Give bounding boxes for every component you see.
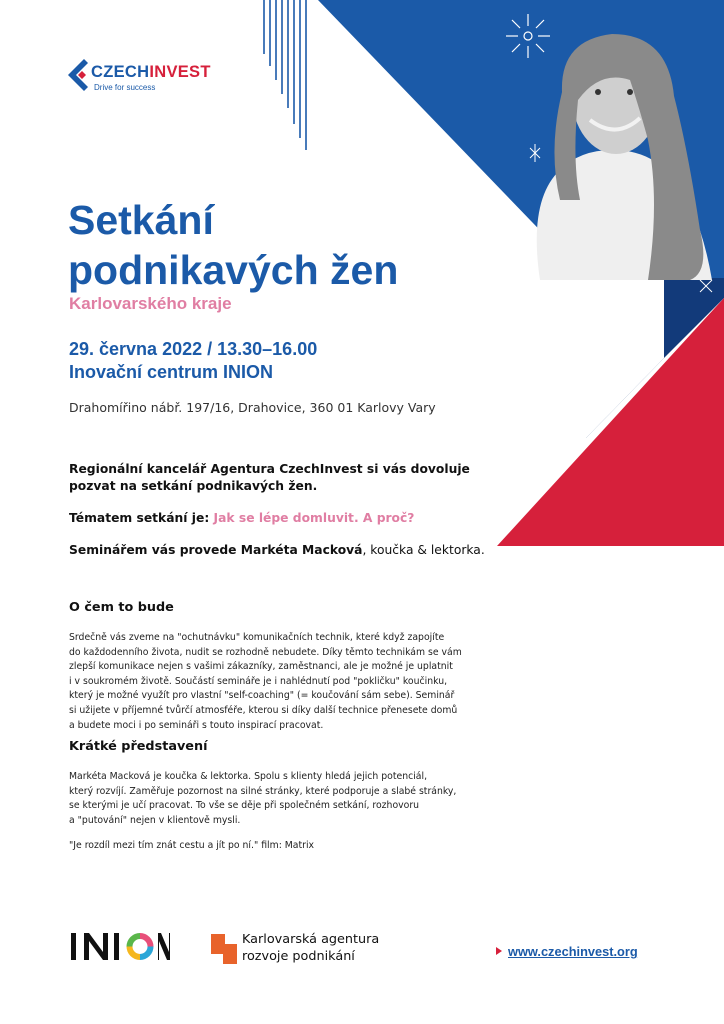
lecturer-role: , koučka & lektorka. <box>362 543 485 557</box>
event-datetime: 29. června 2022 / 13.30–16.00 <box>69 339 318 359</box>
event-title-line1: Setkání <box>68 197 214 243</box>
paragraph-line: který rozvíjí. Zaměřuje pozornost na silné stránky, které podporuje a slabé stránky, <box>69 785 457 797</box>
about-heading: O čem to bude <box>69 600 174 615</box>
event-title-line2: podnikavých žen <box>68 247 399 293</box>
czechinvest-logo <box>68 59 228 97</box>
about-paragraph <box>69 631 462 733</box>
karlovarska-agentura-logo <box>211 932 411 968</box>
paragraph-line: Markéta Macková je koučka & lektorka. Spolu s klienty hledá jejich potenciál, <box>69 771 428 782</box>
paragraph-line: a budete moci i po semináři s touto inspirací pracovat. <box>69 719 324 731</box>
topic-label: Tématem setkání je: <box>69 511 210 525</box>
agency-name <box>242 932 379 965</box>
invitation-line: Regionální kancelář Agentura CzechInvest si vás dovoluje <box>69 462 470 476</box>
paragraph-line: i v soukromém životě. Součástí semináře je i nahlédnutí pod "pokličku" koučinku, <box>69 675 448 687</box>
event-place: Inovační centrum INION <box>69 362 274 382</box>
inion-logo <box>70 930 170 964</box>
paragraph-line: a "putování" nejen v klientově mysli. <box>69 814 241 826</box>
website-link[interactable]: www.czechinvest.org <box>508 944 638 959</box>
arrow-right-icon <box>496 947 502 955</box>
logo-tagline: Drive for success <box>94 83 156 92</box>
vertical-lines-decoration <box>264 0 306 150</box>
agency-name-line2: rozvoje podnikání <box>242 948 355 964</box>
event-address: Drahomířino nábř. 197/16, Drahovice, 360 01 Karlovy Vary <box>69 400 436 415</box>
paragraph-line: který je možné využít pro vlastní "self-coaching" (= koučování sám sebe). Seminář <box>69 690 455 702</box>
matrix-quote: "Je rozdíl mezi tím znát cestu a jít po ní." film: Matrix <box>69 840 315 851</box>
logo-word-invest: INVEST <box>149 63 211 81</box>
topic-value: Jak se lépe domluvit. A proč? <box>209 511 415 525</box>
event-subtitle: Karlovarského kraje <box>69 294 232 313</box>
lecturer-line <box>69 543 485 557</box>
paragraph-line: Srdečně vás zveme na "ochutnávku" komunikačních technik, které když zapojíte <box>69 632 445 643</box>
website-link-block <box>496 941 638 960</box>
invitation-text <box>69 461 470 495</box>
introduction-paragraph <box>69 770 456 828</box>
paragraph-line: si užijete v příjemné tvůrčí atmosféře, kterou si díky další technice přenesete domů <box>69 704 458 716</box>
logo-wordmark <box>91 63 211 82</box>
paragraph-line: do každodenního života, nudit se rozhodně nebudete. Díky těmto technikám se vám <box>69 646 462 658</box>
agency-mark-icon <box>211 934 237 964</box>
agency-name-line1: Karlovarská agentura <box>242 932 380 947</box>
paragraph-line: zlepší komunikace nejen s vašimi zákazníky, zaměstnanci, ale je možné je uplatnit <box>69 661 453 673</box>
inion-colored-o-icon <box>127 933 154 960</box>
topic-line <box>69 511 414 525</box>
lecturer-label: Seminářem vás provede Markéta Macková <box>69 543 363 557</box>
logo-word-czech: CZECH <box>91 63 150 81</box>
introduction-heading: Krátké představení <box>69 739 208 754</box>
czechinvest-chevron-icon <box>68 59 90 91</box>
paragraph-line: se kterými je učí pracovat. To vše se děje při společném setkání, rozhovoru <box>69 800 420 812</box>
invitation-line: pozvat na setkání podnikavých žen. <box>69 479 318 493</box>
